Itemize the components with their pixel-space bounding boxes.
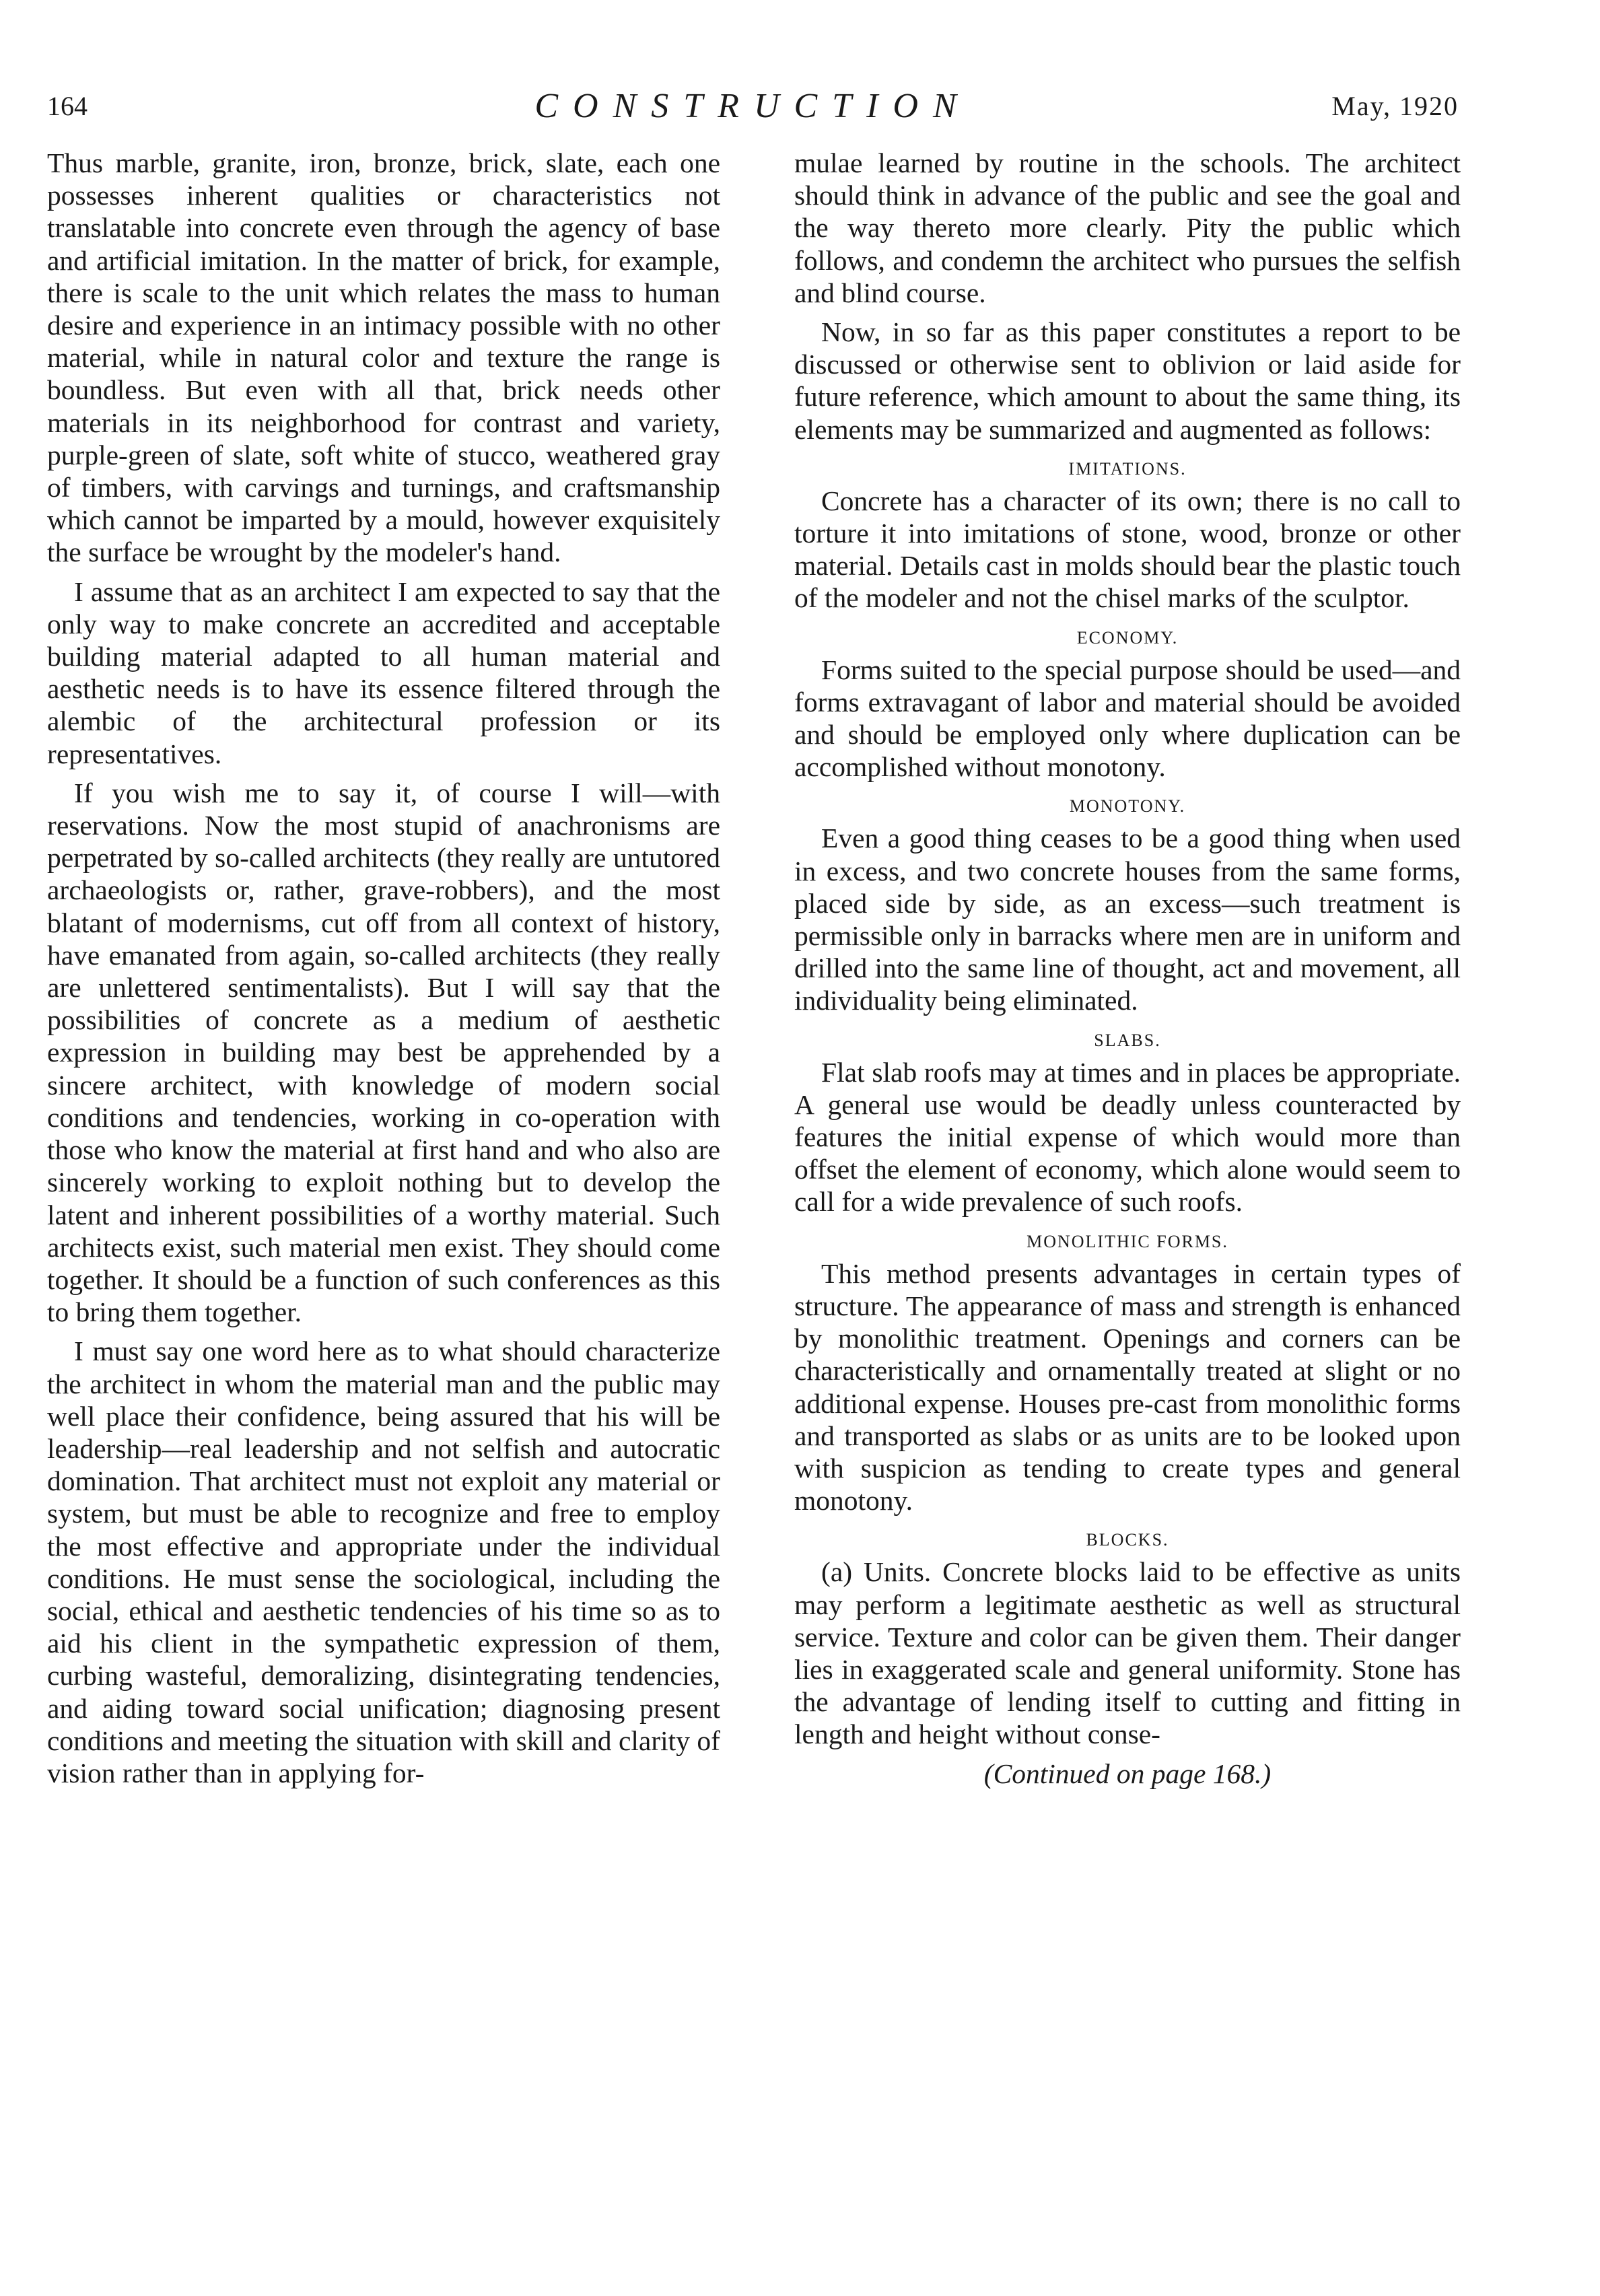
right-column <box>794 147 1461 1797</box>
left-column <box>47 147 720 1796</box>
section-heading-economy: ECONOMY. <box>1076 627 1179 648</box>
paragraph: I must say one word here as to what should characterize the architect in whom the material man and the public may well place their confidence, being assured that his will be leadership—real leadership and not selfish and autocratic domination. That architect must not exploit any material or system, but must be able to recognize and free to employ the most effective and appropriate under the individual conditions. He must sense the sociological, including the social, ethical and aesthetic tendencies of his time so as to aid his client in the sympathetic expression of them, curbing wasteful, demoralizing, disintegrating tendencies, and aiding toward social unification; diagnosing present conditions and meeting the situation with skill and clarity of vision rather than in applying for- <box>47 1335 720 1788</box>
page-number: 164 <box>47 91 88 121</box>
issue-date: May, 1920 <box>1331 91 1459 121</box>
running-header <box>47 86 1459 133</box>
section-heading-monolithic-forms: MONOLITHIC FORMS. <box>1027 1231 1228 1251</box>
paragraph: Concrete has a character of its own; there is no call to torture it into imitations of stone, wood, bronze or other material. Details cast in molds should bear the plastic touch of the modeler and not the chisel marks of the sculptor. <box>794 485 1461 614</box>
paragraph: If you wish me to say it, of course I will—with reservations. Now the most stupid of anachronisms are perpetrated by so-called architects (they really are untutored archaeologists or, rather, grave-robbers), and the most blatant of modernisms, cut off from all context of history, have emanated from again, so-called architects (they really are unlettered sentimentalists). But I will say that the possibilities of concrete as a medium of aesthetic expression in building may best be apprehended by a sincere architect, with knowledge of modern social conditions and tendencies, working in co-operation with those who know the material at first hand and who also are sincerely working to exploit nothing but to develop the latent and inherent possibilities of a worthy material. Such architects exist, such material men exist. They should come together. It should be a function of such conferences as this to bring them together. <box>47 777 720 1328</box>
section-heading-blocks: BLOCKS. <box>1086 1530 1169 1550</box>
paragraph: This method presents advantages in certain types of structure. The appearance of mass and strength is enhanced by monolithic treatment. Openings and corners can be characteristically and ornamentally treated at slight or no additional expense. Houses pre-cast from monolithic forms and transported as slabs or as units are to be looked upon with suspicion as tending to create types and general monotony. <box>794 1257 1461 1517</box>
section-heading-imitations: IMITATIONS. <box>1068 458 1187 479</box>
continued-note: (Continued on page 168.) <box>983 1758 1272 1789</box>
paragraph: mulae learned by routine in the schools. The architect should think in advance of the public and see the goal and the way thereto more clearly. Pity the public which follows, and condemn the architect who pursues the selfish and blind course. <box>794 147 1461 308</box>
paragraph: Even a good thing ceases to be a good thing when used in excess, and two concrete houses from the same forms, placed side by side, as an excess—such treatment is permissible only in barracks where men are in uniform and drilled into the same line of thought, act and movement, all individuality being eliminated. <box>794 823 1461 1016</box>
paragraph: Now, in so far as this paper constitutes a report to be discussed or otherwise sent to oblivion or laid aside for future reference, which amount to about the same thing, its elements may be summarized and augmented as follows: <box>794 316 1461 445</box>
paragraph: Flat slab roofs may at times and in places be appropriate. A general use would be deadly unless counteracted by features the initial expense of which would more than offset the element of economy, which alone would seem to call for a wide prevalence of such roofs. <box>794 1056 1461 1218</box>
section-heading-slabs: SLABS. <box>1094 1030 1161 1050</box>
journal-title: CONSTRUCTION <box>534 87 971 125</box>
paragraph: (a) Units. Concrete blocks laid to be effective as units may perform a legitimate aesthetic as well as structural service. Texture and color can be given them. Their danger lies in exaggerated scale and general uniformity. Stone has the advantage of lending itself to cutting and fitting in length and height without conse- <box>794 1556 1461 1750</box>
paragraph: Thus marble, granite, iron, bronze, brick, slate, each one possesses inherent qualities or characteristics not translatable into concrete even through the agency of base and artificial imitation. In the matter of brick, for example, there is scale to the unit which relates the mass to human desire and experience in an intimacy possible with no other material, while in natural color and texture the range is boundless. But even with all that, brick needs other materials in its neighborhood for contrast and variety, purple-green of slate, soft white of stucco, weathered gray of timbers, with carvings and turnings, and craftsmanship which cannot be imparted by a mould, however exquisitely the surface be wrought by the modeler's hand. <box>47 147 720 568</box>
section-heading-monotony: MONOTONY. <box>1069 796 1186 816</box>
paragraph: I assume that as an architect I am expected to say that the only way to make concrete an accredited and acceptable building material adapted to all human material and aesthetic needs is to have its essence filtered through the alembic of the architectural profession or its representatives. <box>47 576 720 769</box>
paragraph: Forms suited to the special purpose should be used—and forms extravagant of labor and material should be avoided and should be employed only where duplication can be accomplished without monotony. <box>794 654 1461 783</box>
